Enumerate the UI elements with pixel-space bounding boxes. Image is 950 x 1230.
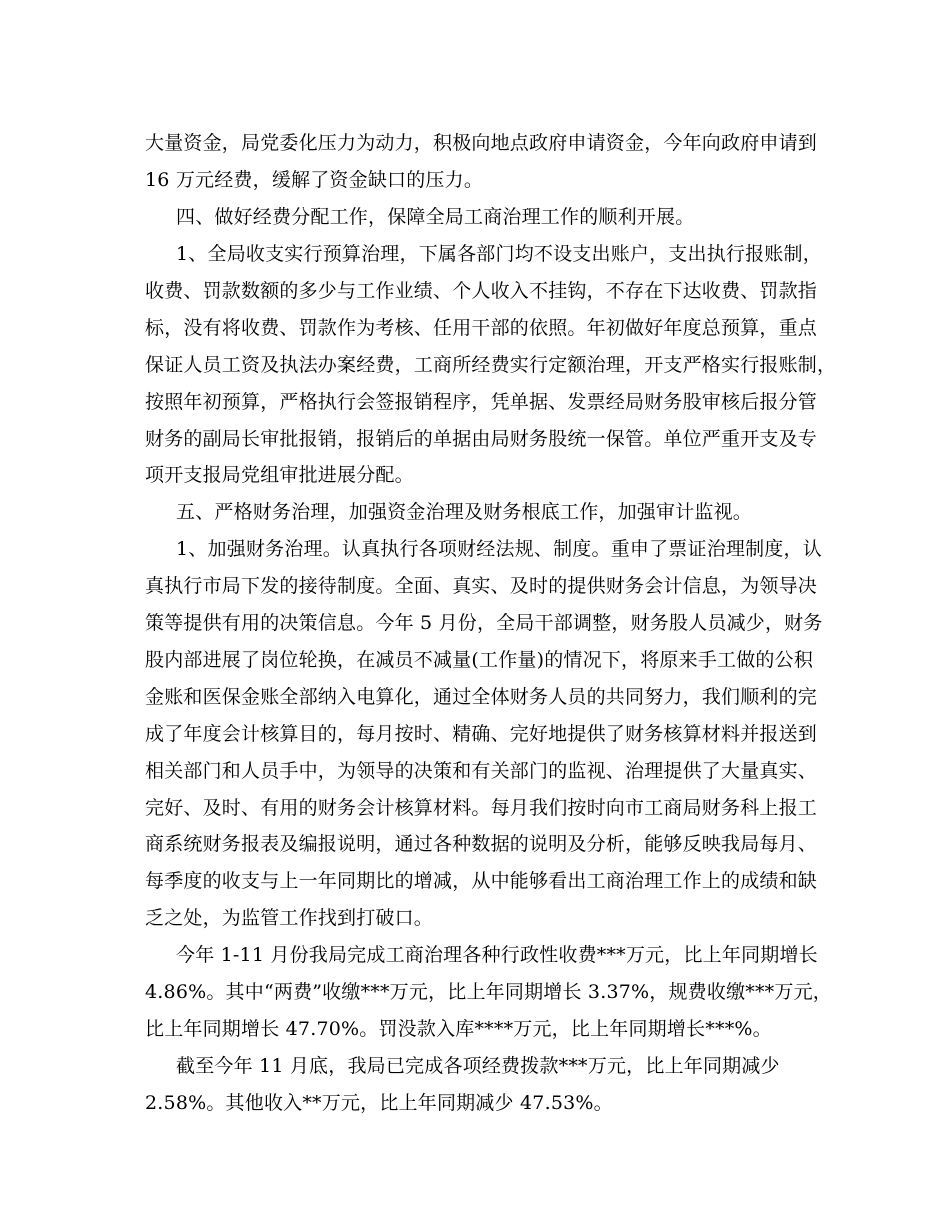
text-line: 五、严格财务治理，加强资金治理及财务根底工作，加强审计监视。	[176, 501, 753, 523]
text-line: 4.86%。其中“两费”收缴***万元，比上年同期增长 3.37%，规费收缴***万元，	[145, 981, 832, 1003]
text-line: 股内部进展了岗位轮换，在减员不减量(工作量)的情况下，将原来手工做的公积	[145, 649, 814, 671]
text-line: 标，没有将收费、罚款作为考核、任用干部的依照。年初做好年度总预算，重点	[145, 317, 818, 339]
text-line: 金账和医保金账全部纳入电算化，通过全体财务人员的共同努力，我们顺利的完	[145, 686, 818, 708]
text-line: 项开支报局党组审批进展分配。	[145, 464, 414, 486]
text-line: 1、全局收支实行预算治理，下属各部门均不设支出账户，支出执行报账制，	[176, 243, 822, 265]
text-line: 每季度的收支与上一年同期比的增减，从中能够看出工商治理工作上的成绩和缺	[145, 870, 818, 892]
text-line: 真执行市局下发的接待制度。全面、真实、及时的提供财务会计信息，为领导决	[145, 575, 818, 597]
text-line: 16 万元经费，缓解了资金缺口的压力。	[145, 169, 484, 191]
text-line: 成了年度会计核算目的，每月按时、精确、完好地提供了财务核算材料并报送到	[145, 723, 818, 745]
text-line: 四、做好经费分配工作，保障全局工商治理工作的顺利开展。	[176, 206, 695, 228]
text-line: 完好、及时、有用的财务会计核算材料。每月我们按时向市工商局财务科上报工	[145, 797, 818, 819]
text-line: 财务的副局长审批报销，报销后的单据由局财务股统一保管。单位严重开支及专	[145, 428, 818, 450]
text-line: 相关部门和人员手中，为领导的决策和有关部门的监视、治理提供了大量真实、	[145, 760, 818, 782]
text-line: 乏之处，为监管工作找到打破口。	[145, 907, 434, 929]
text-line: 比上年同期增长 47.70%。罚没款入库****万元，比上年同期增长***%。	[145, 1018, 772, 1040]
text-line: 收费、罚款数额的多少与工作业绩、个人收入不挂钩，不存在下达收费、罚款指	[145, 280, 818, 302]
text-line: 大量资金，局党委化压力为动力，积极向地点政府申请资金，今年向政府申请到	[145, 132, 818, 154]
text-line: 截至今年 11 月底，我局已完成各项经费拨款***万元，比上年同期减少	[176, 1055, 780, 1077]
text-line: 1、加强财务治理。认真执行各项财经法规、制度。重申了票证治理制度，认	[176, 538, 822, 560]
text-line: 策等提供有用的决策信息。今年 5 月份，全局干部调整，财务股人员减少，财务	[145, 612, 823, 634]
text-line: 2.58%。其他收入**万元，比上年同期减少 47.53%。	[145, 1092, 613, 1114]
text-line: 按照年初预算，严格执行会签报销程序，凭单据、发票经局财务股审核后报分管	[145, 391, 818, 413]
text-line: 保证人员工资及执法办案经费，工商所经费实行定额治理，开支严格实行报账制，	[145, 354, 837, 376]
text-line: 商系统财务报表及编报说明，通过各种数据的说明及分析，能够反映我局每月、	[145, 833, 818, 855]
text-line: 今年 1-11 月份我局完成工商治理各种行政性收费***万元，比上年同期增长	[176, 944, 818, 966]
